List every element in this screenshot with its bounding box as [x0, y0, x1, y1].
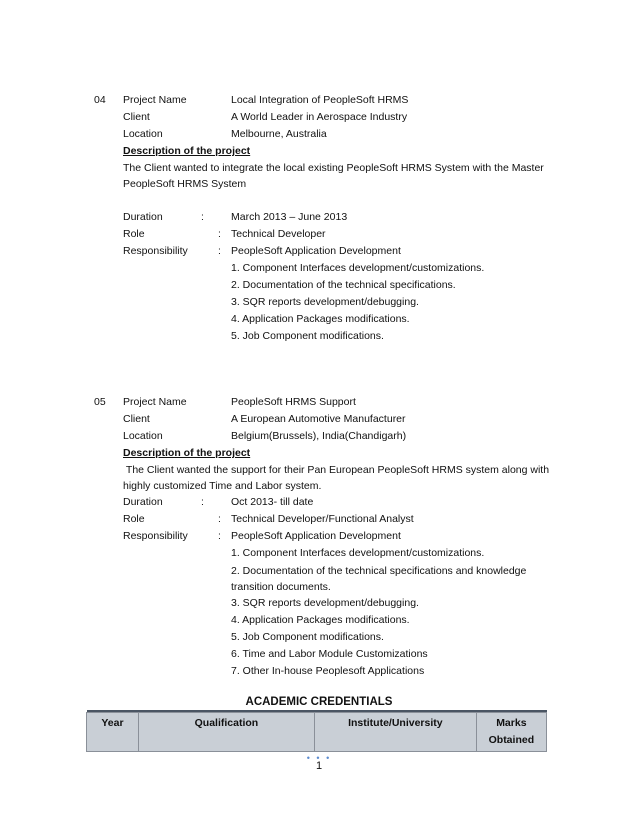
- location-label: Location: [123, 430, 163, 442]
- task-item: 2. Documentation of the technical specifications.: [231, 279, 456, 291]
- responsibility-value: PeopleSoft Application Development: [231, 530, 401, 542]
- colon: :: [201, 211, 204, 223]
- role-value: Technical Developer/Functional Analyst: [231, 513, 414, 525]
- duration-label: Duration: [123, 211, 163, 223]
- academic-credentials-table: [86, 710, 547, 752]
- description-heading: Description of the project: [123, 145, 251, 157]
- project-name: PeopleSoft HRMS Support: [231, 396, 356, 408]
- location-value: Belgium(Brussels), India(Chandigarh): [231, 430, 407, 442]
- project-number: 04: [94, 94, 106, 106]
- role-label: Role: [123, 513, 145, 525]
- task-item: 2. Documentation of the technical specifications and knowledge transition documents.: [231, 565, 527, 593]
- duration-value: March 2013 – June 2013: [231, 211, 348, 223]
- column-header-year: Year: [87, 713, 139, 752]
- responsibility-label: Responsibility: [123, 530, 188, 542]
- academic-credentials-title: ACADEMIC CREDENTIALS: [245, 696, 393, 708]
- colon: :: [201, 496, 204, 508]
- column-header-qualification: Qualification: [138, 713, 314, 752]
- project-number: 05: [94, 396, 106, 408]
- task-item: 1. Component Interfaces development/customizations.: [231, 262, 485, 274]
- page-number: 1: [315, 760, 323, 772]
- client-value: A European Automotive Manufacturer: [231, 413, 406, 425]
- client-value: A World Leader in Aerospace Industry: [231, 111, 408, 123]
- table-header-row: [87, 713, 547, 752]
- colon: :: [218, 513, 221, 525]
- task-item: 3. SQR reports development/debugging.: [231, 597, 419, 609]
- duration-label: Duration: [123, 496, 163, 508]
- task-item: 7. Other In-house Peoplesoft Applications: [231, 665, 425, 677]
- client-label: Client: [123, 413, 150, 425]
- task-item: 6. Time and Labor Module Customizations: [231, 648, 428, 660]
- task-item: 3. SQR reports development/debugging.: [231, 296, 419, 308]
- project-description: The Client wanted the support for their Pan European PeopleSoft HRMS system along with highly customized Time and Labor system.: [123, 464, 552, 492]
- task-item: 1. Component Interfaces development/customizations.: [231, 547, 485, 559]
- footer-dots-ornament: • • •: [306, 753, 332, 763]
- responsibility-label: Responsibility: [123, 245, 188, 257]
- task-item: 4. Application Packages modifications.: [231, 313, 410, 325]
- project-name-label: Project Name: [123, 396, 187, 408]
- responsibility-value: PeopleSoft Application Development: [231, 245, 401, 257]
- location-label: Location: [123, 128, 163, 140]
- column-header-marks: Marks Obtained: [476, 713, 546, 752]
- task-item: 5. Job Component modifications.: [231, 631, 384, 643]
- role-value: Technical Developer: [231, 228, 326, 240]
- project-description: The Client wanted to integrate the local existing PeopleSoft HRMS System with the Master PeopleSoft HRMS System: [123, 162, 544, 190]
- colon: :: [218, 228, 221, 240]
- role-label: Role: [123, 228, 145, 240]
- project-name-label: Project Name: [123, 94, 187, 106]
- project-name: Local Integration of PeopleSoft HRMS: [231, 94, 409, 106]
- client-label: Client: [123, 111, 150, 123]
- location-value: Melbourne, Australia: [231, 128, 327, 140]
- description-heading: Description of the project: [123, 447, 251, 459]
- duration-value: Oct 2013- till date: [231, 496, 314, 508]
- colon: :: [218, 245, 221, 257]
- colon: :: [218, 530, 221, 542]
- column-header-institute: Institute/University: [314, 713, 476, 752]
- task-item: 4. Application Packages modifications.: [231, 614, 410, 626]
- task-item: 5. Job Component modifications.: [231, 330, 384, 342]
